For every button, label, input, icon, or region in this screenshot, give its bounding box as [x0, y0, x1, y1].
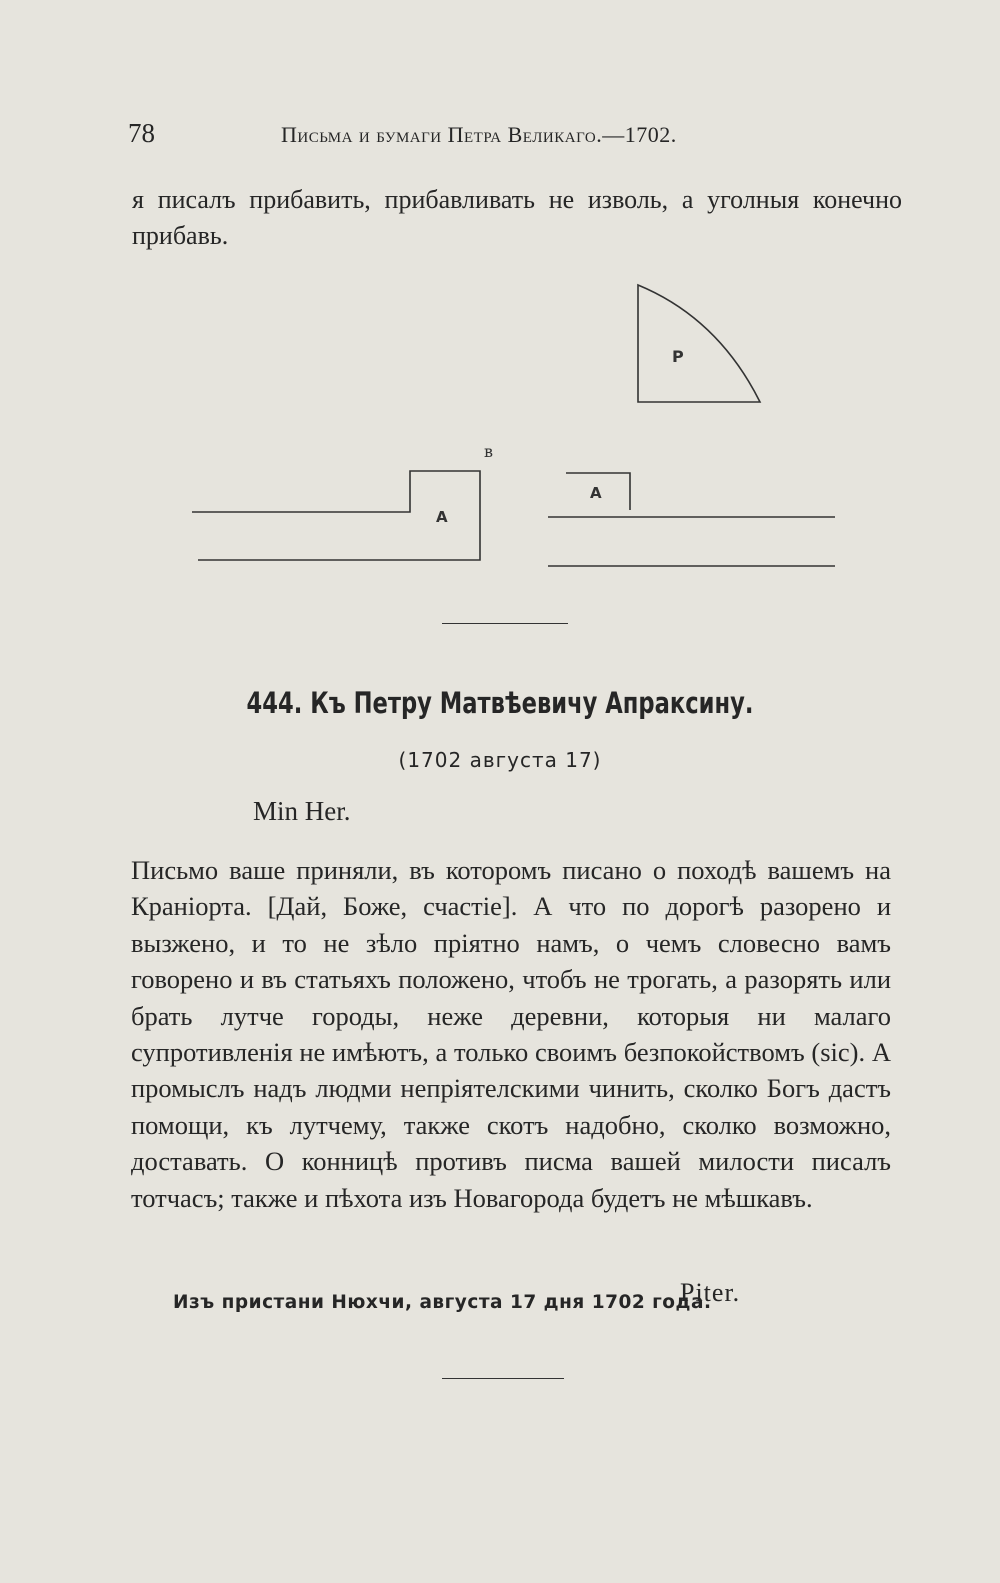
quadrant-shape	[638, 285, 760, 402]
continuation-paragraph: я писалъ прибавить, прибавливать не изволь, а уголныя конечно прибавь.	[132, 185, 902, 250]
running-head: Письма и бумаги Петра Великаго.—1702.	[281, 122, 677, 147]
end-divider	[442, 1378, 564, 1379]
section-divider	[442, 623, 568, 624]
letter-date: (1702 августа 17)	[398, 748, 602, 772]
diagram-label-a-left: А	[436, 508, 448, 526]
fortification-diagram	[0, 270, 1000, 580]
diagram-label-v: в	[484, 442, 494, 461]
letter-title: 444. Къ Петру Матвѣевичу Апраксину.	[246, 686, 754, 720]
page-header	[128, 118, 762, 158]
diagram-label-p: Р	[672, 347, 684, 366]
place-and-date: Изъ пристани Нюхчи, августа 17 дня 1702 года.	[173, 1292, 712, 1313]
page-number: 78	[128, 118, 155, 148]
letter-body: Письмо ваше приняли, въ которомъ писано о походѣ вашемъ на Краніорта. [Дай, Боже, счастіе]. А что по дорогѣ разорено и вызжено, и то не зѣло пріятно намъ, о чемъ словесно вамъ говорено и въ статьяхъ положено, чтобъ не трогать, а разорять или брать лутче городы, неже деревни, которыя ни малаго супротивленія не имѣютъ, а только своимъ безпокойствомъ (sic). А промыслъ надъ людми непріятелскими чинить, сколко Богъ дастъ помощи, къ лутчему, также скотъ надобно, сколко возможно, доставать. О конницѣ противъ писма вашей милости писалъ тотчасъ; также и пѣхота изъ Новагорода будетъ не мѣшкавъ.	[131, 855, 891, 1213]
diagram-label-a-right: А	[590, 484, 602, 502]
salutation: Min Her.	[253, 796, 351, 826]
signature: Piter.	[680, 1278, 741, 1307]
